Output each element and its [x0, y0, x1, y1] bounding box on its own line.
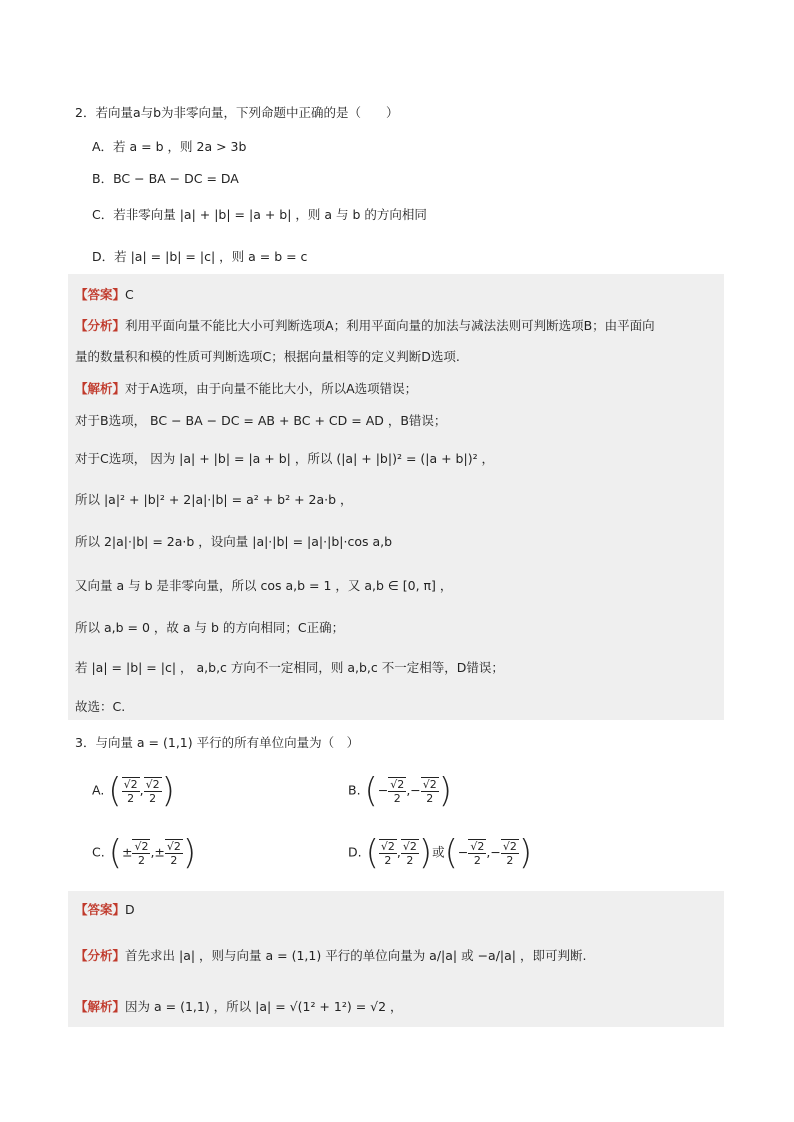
q2-explain-line-5: 所以 2|a|·|b| = 2a·b ，设向量 |a|·|b| = |a|·|b|·cos a,b	[75, 534, 393, 549]
fraction: $\frac{√2}{2}$	[422, 778, 437, 805]
fraction: $\frac{√2}{2}$	[166, 840, 181, 867]
q2-stem: 2．若向量a与b为非零向量，下列命题中正确的是（ ）	[75, 105, 399, 120]
fraction: $\frac{√2}{2}$	[145, 778, 160, 805]
option-label: B.	[348, 782, 361, 798]
right-paren: )	[518, 833, 533, 873]
q3-option-b: B. (− $\frac{√2}{2}$ ,− $\frac{√2}{2}$ )	[348, 771, 453, 811]
q3-option-d: D. ( $\frac{√2}{2}$ , $\frac{√2}{2}$ )或(− $\frac{√2}{2}$ ,− $\frac{√2}{2}$ )	[348, 833, 533, 873]
fraction: $\frac{√2}{2}$	[402, 840, 417, 867]
analysis-tag: 【分析】	[75, 318, 126, 333]
left-paren: (	[108, 833, 122, 873]
fraction: $\frac{√2}{2}$	[470, 840, 485, 867]
analysis-tag: 【分析】	[75, 948, 126, 963]
q3-stem: 3．与向量 a = (1,1) 平行的所有单位向量为（ ）	[75, 735, 360, 750]
q3-answer	[75, 900, 135, 918]
q2-explain-line-6: 又向量 a 与 b 是非零向量，所以 cos a,b = 1 ，又 a,b ∈ [0, π] ，	[75, 578, 453, 593]
analysis-text: 首先求出 |a| ，则与向量 a = (1,1) 平行的单位向量为 a/|a| 或 −a/|a| ，即可判断.	[125, 948, 587, 963]
option-label: D.	[348, 844, 362, 860]
q3-analysis	[75, 946, 586, 964]
q3-explain-line-1	[75, 997, 403, 1015]
q2-analysis-line-1	[75, 316, 655, 334]
q2-option-b: B．BC − BA − DC = DA	[92, 171, 239, 186]
fraction: $\frac{√2}{2}$	[390, 778, 405, 805]
fraction: $\frac{√2}{2}$	[502, 840, 517, 867]
q2-option-a: A．若 a = b ，则 2a > 3b	[92, 139, 247, 154]
right-paren: )	[418, 833, 433, 873]
q3-option-a: A. ( $\frac{√2}{2}$ , $\frac{√2}{2}$ )	[92, 771, 175, 811]
q2-explain-line-1	[75, 379, 417, 397]
q2-option-d: D．若 |a| = |b| = |c| ，则 a = b = c	[92, 249, 308, 264]
analysis-text: 利用平面向量不能比大小可判断选项A；利用平面向量的加法与减法法则可判断选项B；由平面向	[125, 318, 655, 333]
left-paren: (	[108, 771, 122, 811]
explain-tag: 【解析】	[75, 381, 126, 396]
fraction: $\frac{√2}{2}$	[380, 840, 395, 867]
q2-explain-line-9: 故选：C.	[75, 699, 126, 714]
q2-explain-line-7: 所以 a,b = 0 ，故 a 与 b 的方向相同；C正确；	[75, 620, 345, 635]
explain-text: 因为 a = (1,1) ，所以 |a| = √(1² + 1²) = √2 ，	[125, 999, 403, 1014]
q2-option-c: C．若非零向量 |a| + |b| = |a + b| ，则 a 与 b 的方向相同	[92, 207, 427, 222]
answer-tag: 【答案】	[75, 287, 126, 302]
explain-tag: 【解析】	[75, 999, 126, 1014]
q2-answer	[75, 285, 134, 303]
right-paren: )	[182, 833, 197, 873]
right-paren: )	[161, 771, 175, 811]
q3-option-c: C. (± $\frac{√2}{2}$ ,± $\frac{√2}{2}$ )	[92, 833, 197, 873]
q2-explain-line-3: 对于C选项， 因为 |a| + |b| = |a + b| ，所以 (|a| + |b|)² = (|a + b|)² ，	[75, 451, 495, 466]
answer-tag: 【答案】	[75, 902, 126, 917]
fraction: $\frac{√2}{2}$	[134, 840, 149, 867]
q2-explain-line-4: 所以 |a|² + |b|² + 2|a|·|b| = a² + b² + 2a·b ，	[75, 492, 353, 507]
explain-text: 对于A选项，由于向量不能比大小，所以A选项错误；	[125, 381, 418, 396]
fraction: $\frac{√2}{2}$	[123, 778, 138, 805]
q2-explain-line-8: 若 |a| = |b| = |c| ， a,b,c 方向不一定相同，则 a,b,c 不一定相等，D错误；	[75, 660, 504, 675]
right-paren: )	[438, 771, 453, 811]
option-label: A.	[92, 782, 105, 798]
q2-explain-line-2: 对于B选项， BC − BA − DC = AB + BC + CD = AD ，B错误；	[75, 413, 447, 428]
answer-value: D	[125, 902, 135, 917]
left-paren: (	[444, 833, 458, 873]
q2-analysis-line-2: 量的数量积和模的性质可判断选项C；根据向量相等的定义判断D选项.	[75, 349, 460, 364]
or-text: 或	[432, 844, 445, 860]
answer-value: C	[125, 287, 134, 302]
left-paren: (	[365, 833, 379, 873]
left-paren: (	[364, 771, 378, 811]
option-label: C.	[92, 844, 105, 860]
